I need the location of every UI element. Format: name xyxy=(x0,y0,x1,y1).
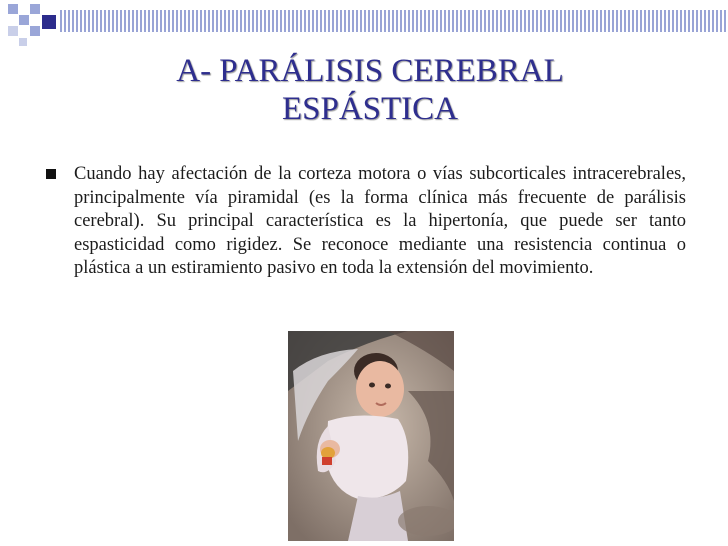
bullet-text: Cuando hay afectación de la corteza motora o vías subcorticales intracerebrales, principalmente vía piramidal (es la forma clínica más frecuente de parálisis cerebral). Su principal característica es la hipertonía, que puede ser tanto espasticidad como rigidez. Se reconoce mediante una resistencia continua o plástica a un estiramiento pasivo en toda la extensión del movimiento. xyxy=(74,164,686,278)
child-photo xyxy=(288,331,454,541)
square-bullet-icon xyxy=(46,169,56,179)
slide-title-line1: A- PARÁLISIS CEREBRAL xyxy=(176,53,564,89)
decor-square xyxy=(8,4,18,14)
decor-square xyxy=(19,15,29,25)
decor-square xyxy=(8,26,18,36)
slide-title xyxy=(90,52,650,128)
decorative-header xyxy=(0,0,728,40)
slide-title-line2: ESPÁSTICA xyxy=(281,91,459,127)
decor-square xyxy=(30,26,40,36)
decor-stripe xyxy=(60,10,728,32)
decor-square-dark xyxy=(42,15,56,29)
decor-square xyxy=(30,4,40,14)
decor-square xyxy=(19,38,27,46)
